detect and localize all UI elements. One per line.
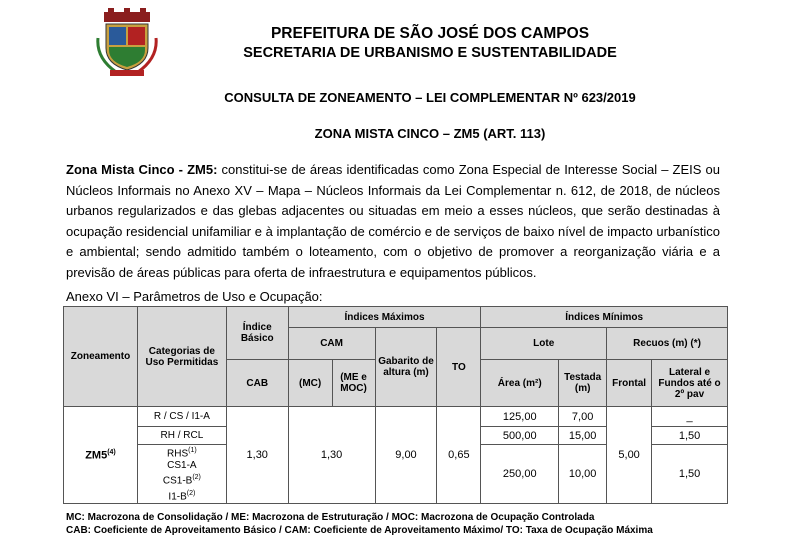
testada-cell: 10,00 — [559, 445, 607, 504]
lateral-cell: _ — [652, 407, 728, 427]
header-me-moc: (ME e MOC) — [332, 360, 375, 407]
header-zona: ZONA MISTA CINCO – ZM5 (ART. 113) — [314, 126, 546, 141]
gabarito-value: 9,00 — [375, 407, 437, 504]
header-categorias: Categorias de Uso Permitidas — [137, 307, 226, 407]
parameters-table — [63, 306, 728, 504]
header-frontal: Frontal — [607, 360, 652, 407]
header-lateral: Lateral e Fundos até o 2º pav — [652, 360, 728, 407]
to-value: 0,65 — [437, 407, 481, 504]
note-macrozonas: MC: Macrozona de Consolidação / ME: Macrozona de Estruturação / MOC: Macrozona de Ocupação Controlada — [66, 512, 595, 523]
city-coat-of-arms-icon — [96, 8, 158, 78]
header-recuos: Recuos (m) (*) — [607, 328, 728, 360]
zone-cell: ZM5$^{(4)}$ — [64, 407, 138, 504]
frontal-value: 5,00 — [607, 407, 652, 504]
header-mc: (MC) — [288, 360, 332, 407]
lateral-cell: 1,50 — [652, 427, 728, 445]
cam-value: 1,30 — [288, 407, 375, 504]
lateral-cell: 1,50 — [652, 445, 728, 504]
header-secretaria: SECRETARIA DE URBANISMO E SUSTENTABILIDADE — [243, 45, 617, 61]
table-row — [64, 407, 728, 427]
header-prefeitura: PREFEITURA DE SÃO JOSÉ DOS CAMPOS — [270, 25, 590, 42]
category-cell: R / CS / I1-A — [137, 407, 226, 427]
zone-description-lead: Zona Mista Cinco - ZM5: — [66, 162, 218, 177]
category-cell: RH / RCL — [137, 427, 226, 445]
header-consulta: CONSULTA DE ZONEAMENTO – LEI COMPLEMENTAR Nº 623/2019 — [224, 90, 636, 105]
cab-value: 1,30 — [226, 407, 288, 504]
table-notes — [66, 511, 653, 537]
zone-description — [66, 160, 720, 284]
category-cell: RHS$^{(1)}$ CS1-A $CS1-B^{(2)}$ $I1-B^{(2)}$ — [137, 445, 226, 504]
header-cab: CAB — [226, 360, 288, 407]
header-indice-basico: Índice Básico — [226, 307, 288, 360]
header-indices-maximos: Índices Máximos — [288, 307, 481, 328]
header-lote: Lote — [481, 328, 607, 360]
header-indices-minimos: Índices Mínimos — [481, 307, 728, 328]
annex-title: Anexo VI – Parâmetros de Uso e Ocupação: — [66, 289, 323, 304]
header-cam: CAM — [288, 328, 375, 360]
area-cell: 125,00 — [481, 407, 559, 427]
area-cell: 250,00 — [481, 445, 559, 504]
header-area: Área (m²) — [481, 360, 559, 407]
zone-description-text: constitui-se de áreas identificadas como Zona Especial de Interesse Social – ZEIS ou Núcleos Informais no Anexo XV – Mapa – Núcleos Informais da Lei Complementar n. 612, de 2018, de núcleos urbanos regularizados e das glebas adjacentes ou situadas em meio a esses núcleos, que serão destinadas à ocupação residencial unifamiliar e à implantação de comércio e de serviços de baixo nível de impacto urbanístico e ambiental; sendo admitido também o loteamento, com o objetivo de promover a reorganização viária e a previsão de áreas públicas para oferta de infraestrutura e equipamentos públicos. — [66, 162, 721, 280]
testada-cell: 7,00 — [559, 407, 607, 427]
header-gabarito: Gabarito de altura (m) — [375, 328, 437, 407]
note-coeficientes: CAB: Coeficiente de Aproveitamento Básico / CAM: Coeficiente de Aproveitamento Máximo/ TO: Taxa de Ocupação Máxima — [66, 525, 653, 536]
header-zoneamento: Zoneamento — [64, 307, 138, 407]
header-to: TO — [437, 328, 481, 407]
testada-cell: 15,00 — [559, 427, 607, 445]
area-cell: 500,00 — [481, 427, 559, 445]
header-testada: Testada (m) — [559, 360, 607, 407]
